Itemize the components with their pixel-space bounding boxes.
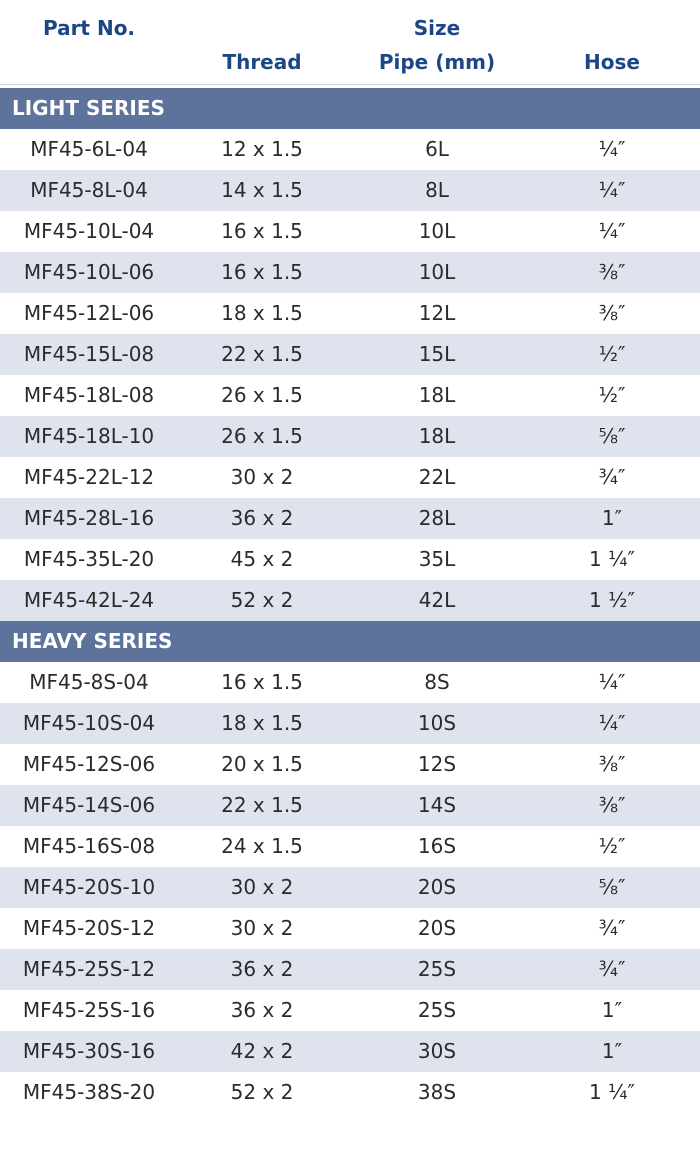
table-row xyxy=(0,375,700,416)
header-part-no: Part No. xyxy=(42,16,136,40)
cell-thread: 24 x 1.5 xyxy=(221,834,303,858)
cell-thread: 42 x 2 xyxy=(230,1039,294,1063)
cell-part-no: MF45-10L-06 xyxy=(23,260,155,284)
cell-pipe: 8S xyxy=(424,670,450,694)
cell-hose: 1 ¼″ xyxy=(589,547,635,571)
cell-thread: 16 x 1.5 xyxy=(221,670,303,694)
table-row xyxy=(0,1072,700,1113)
cell-thread: 26 x 1.5 xyxy=(221,424,303,448)
table-row xyxy=(0,129,700,170)
cell-pipe: 42L xyxy=(418,588,456,612)
table-row xyxy=(0,908,700,949)
cell-thread: 52 x 2 xyxy=(230,588,294,612)
cell-hose: ¾″ xyxy=(598,465,626,489)
cell-part-no: MF45-22L-12 xyxy=(23,465,155,489)
table-row xyxy=(0,826,700,867)
table-row xyxy=(0,785,700,826)
table-row xyxy=(0,416,700,457)
header-hose: Hose xyxy=(584,50,640,74)
table-row xyxy=(0,170,700,211)
cell-hose: ⅜″ xyxy=(598,752,626,776)
cell-thread: 45 x 2 xyxy=(230,547,294,571)
cell-pipe: 12L xyxy=(418,301,456,325)
header-thread: Thread xyxy=(222,50,302,74)
cell-thread: 22 x 1.5 xyxy=(221,793,303,817)
cell-pipe: 12S xyxy=(417,752,457,776)
table-row xyxy=(0,949,700,990)
cell-part-no: MF45-18L-10 xyxy=(23,424,155,448)
table-row xyxy=(0,703,700,744)
cell-part-no: MF45-28L-16 xyxy=(23,506,155,530)
table-row xyxy=(0,293,700,334)
cell-part-no: MF45-10L-04 xyxy=(23,219,155,243)
table-row xyxy=(0,867,700,908)
cell-part-no: MF45-18L-08 xyxy=(23,383,155,407)
cell-thread: 18 x 1.5 xyxy=(221,711,303,735)
cell-thread: 30 x 2 xyxy=(230,875,294,899)
cell-hose: ¾″ xyxy=(598,957,626,981)
cell-part-no: MF45-15L-08 xyxy=(23,342,155,366)
cell-hose: ¼″ xyxy=(598,670,626,694)
section-header: LIGHT SERIES xyxy=(0,88,700,129)
cell-thread: 30 x 2 xyxy=(230,465,294,489)
table-row xyxy=(0,539,700,580)
header-size: Size xyxy=(413,16,461,40)
cell-part-no: MF45-8S-04 xyxy=(29,670,149,694)
cell-part-no: MF45-12S-06 xyxy=(22,752,156,776)
table-row xyxy=(0,990,700,1031)
cell-hose: ¼″ xyxy=(598,137,626,161)
cell-pipe: 30S xyxy=(417,1039,457,1063)
cell-pipe: 38S xyxy=(417,1080,457,1104)
cell-hose: ½″ xyxy=(598,834,626,858)
cell-part-no: MF45-6L-04 xyxy=(30,137,148,161)
table-row xyxy=(0,211,700,252)
cell-thread: 12 x 1.5 xyxy=(221,137,303,161)
cell-pipe: 18L xyxy=(418,424,456,448)
cell-thread: 14 x 1.5 xyxy=(221,178,303,202)
table-body xyxy=(0,88,700,1113)
cell-thread: 30 x 2 xyxy=(230,916,294,940)
cell-part-no: MF45-16S-08 xyxy=(22,834,156,858)
cell-pipe: 28L xyxy=(418,506,456,530)
cell-part-no: MF45-20S-12 xyxy=(22,916,156,940)
cell-hose: 1″ xyxy=(601,1039,623,1063)
cell-hose: 1″ xyxy=(601,998,623,1022)
table-row xyxy=(0,457,700,498)
cell-pipe: 15L xyxy=(418,342,456,366)
cell-hose: ⅜″ xyxy=(598,301,626,325)
cell-pipe: 10S xyxy=(417,711,457,735)
cell-thread: 52 x 2 xyxy=(230,1080,294,1104)
cell-hose: ⅜″ xyxy=(598,260,626,284)
cell-part-no: MF45-14S-06 xyxy=(22,793,156,817)
cell-pipe: 20S xyxy=(417,916,457,940)
cell-hose: 1″ xyxy=(601,506,623,530)
cell-pipe: 25S xyxy=(417,998,457,1022)
cell-hose: ¼″ xyxy=(598,711,626,735)
cell-part-no: MF45-25S-12 xyxy=(22,957,156,981)
section-header: HEAVY SERIES xyxy=(0,621,700,662)
cell-part-no: MF45-10S-04 xyxy=(22,711,156,735)
cell-part-no: MF45-30S-16 xyxy=(22,1039,156,1063)
cell-thread: 18 x 1.5 xyxy=(221,301,303,325)
cell-pipe: 10L xyxy=(418,219,456,243)
cell-pipe: 8L xyxy=(425,178,449,202)
cell-hose: ¼″ xyxy=(598,178,626,202)
cell-part-no: MF45-25S-16 xyxy=(22,998,156,1022)
cell-part-no: MF45-38S-20 xyxy=(22,1080,156,1104)
table-row xyxy=(0,744,700,785)
cell-hose: ½″ xyxy=(598,383,626,407)
cell-hose: ½″ xyxy=(598,342,626,366)
cell-thread: 36 x 2 xyxy=(230,957,294,981)
cell-pipe: 20S xyxy=(417,875,457,899)
cell-thread: 36 x 2 xyxy=(230,998,294,1022)
cell-pipe: 18L xyxy=(418,383,456,407)
cell-thread: 20 x 1.5 xyxy=(221,752,303,776)
table-row xyxy=(0,1031,700,1072)
table-row xyxy=(0,252,700,293)
cell-hose: ¼″ xyxy=(598,219,626,243)
cell-hose: ⅜″ xyxy=(598,793,626,817)
cell-hose: 1 ½″ xyxy=(589,588,635,612)
cell-pipe: 25S xyxy=(417,957,457,981)
table-row xyxy=(0,580,700,621)
cell-part-no: MF45-42L-24 xyxy=(23,588,155,612)
table-header xyxy=(0,0,700,85)
cell-pipe: 10L xyxy=(418,260,456,284)
table-row xyxy=(0,334,700,375)
table-row xyxy=(0,662,700,703)
cell-pipe: 14S xyxy=(417,793,457,817)
cell-pipe: 6L xyxy=(425,137,449,161)
cell-hose: ⅝″ xyxy=(598,875,626,899)
cell-pipe: 16S xyxy=(417,834,457,858)
header-pipe: Pipe (mm) xyxy=(378,50,496,74)
cell-pipe: 22L xyxy=(418,465,456,489)
cell-hose: ⅝″ xyxy=(598,424,626,448)
cell-thread: 22 x 1.5 xyxy=(221,342,303,366)
cell-thread: 16 x 1.5 xyxy=(221,219,303,243)
cell-part-no: MF45-8L-04 xyxy=(30,178,148,202)
cell-thread: 26 x 1.5 xyxy=(221,383,303,407)
cell-pipe: 35L xyxy=(418,547,456,571)
cell-part-no: MF45-20S-10 xyxy=(22,875,156,899)
cell-part-no: MF45-35L-20 xyxy=(23,547,155,571)
cell-part-no: MF45-12L-06 xyxy=(23,301,155,325)
cell-hose: 1 ¼″ xyxy=(589,1080,635,1104)
cell-thread: 16 x 1.5 xyxy=(221,260,303,284)
cell-thread: 36 x 2 xyxy=(230,506,294,530)
table-row xyxy=(0,498,700,539)
cell-hose: ¾″ xyxy=(598,916,626,940)
